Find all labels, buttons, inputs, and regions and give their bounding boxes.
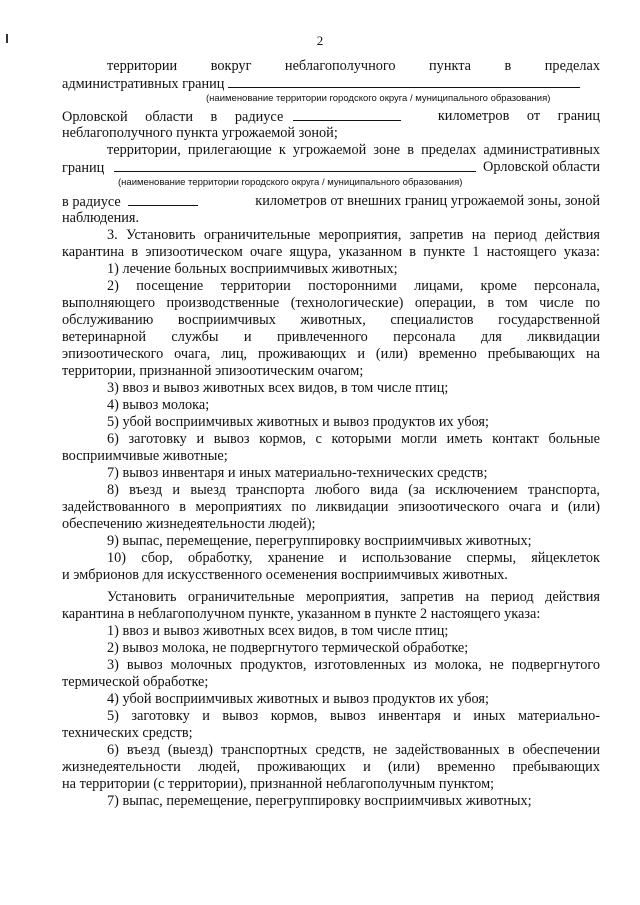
text-line: карантина в неблагополучном пункте, указанном в пункте 2 настоящего указа: — [62, 606, 541, 622]
page-number: 2 — [316, 33, 324, 48]
field-caption: (наименование территории городского округа / муниципального образования) — [206, 93, 551, 104]
fill-in-blank — [114, 159, 476, 172]
list-item: 4) убой восприимчивых животных и вывоз продуктов их убоя; — [107, 691, 489, 707]
text-line: технических средств; — [62, 725, 193, 741]
list-item: 9) выпас, перемещение, перегруппировку восприимчивых животных; — [107, 533, 532, 549]
text-line — [62, 75, 600, 93]
list-item: 7) выпас, перемещение, перегруппировку восприимчивых животных; — [107, 793, 532, 809]
text-line: выполняющего производственные (технологические) операции, в том числе по — [62, 295, 600, 311]
text-line: неблагополучного пункта угрожаемой зоной; — [62, 125, 338, 141]
text-line: карантина в эпизоотическом очаге ящура, указанном в пункте 1 настоящего указа: — [62, 244, 600, 260]
text-line: ветеринарной службы и привлеченного персонала для ликвидации — [62, 329, 600, 345]
list-item: 5) убой восприимчивых животных и вывоз продуктов их убоя; — [107, 414, 489, 430]
text-fragment: границ — [62, 160, 105, 176]
text-line: территории вокруг неблагополучного пункта в пределах — [107, 58, 600, 74]
text-line: территории, прилегающие к угрожаемой зоне в пределах административных — [107, 142, 600, 158]
fill-in-blank — [293, 108, 401, 121]
text-line: 3. Установить ограничительные мероприятия, запретив на период действия — [107, 227, 600, 243]
text-line: территории, признанной эпизоотическим очагом; — [62, 363, 364, 379]
fill-in-blank — [228, 75, 580, 88]
fill-in-blank — [128, 193, 198, 206]
list-item: 3) вывоз молочных продуктов, изготовленных из молока, не подвергнутого — [107, 657, 600, 673]
text-line: обеспечению жизнедеятельности людей); — [62, 516, 316, 532]
text-line: и эмбрионов для искусственного осеменения восприимчивых животных. — [62, 567, 508, 583]
list-item: 8) въезд и выезд транспорта любого вида (за исключением транспорта, — [107, 482, 600, 498]
text-line: на территории (с территории), признанной неблагополучным пунктом; — [62, 776, 495, 792]
list-item: 1) лечение больных восприимчивых животных; — [107, 261, 398, 277]
text-fragment: километров от границ — [437, 108, 600, 124]
text-line: восприимчивые животные; — [62, 448, 228, 464]
text-line — [62, 193, 600, 211]
text-line — [62, 159, 600, 177]
list-item: 7) вывоз инвентаря и иных материально-технических средств; — [107, 465, 488, 481]
text-fragment: Орловской области в радиусе — [62, 109, 284, 125]
list-item: 1) ввоз и вывоз животных всех видов, в том числе птиц; — [107, 623, 449, 639]
list-item: 2) вывоз молока, не подвергнутого термической обработке; — [107, 640, 469, 656]
text-line: термической обработке; — [62, 674, 209, 690]
text-line — [62, 108, 600, 126]
text-line: Установить ограничительные мероприятия, запретив на период действия — [107, 589, 600, 605]
list-item: 4) вывоз молока; — [107, 397, 210, 413]
text-line: жизнедеятельности людей, проживающих и (или) временно пребывающих — [62, 759, 600, 775]
text-fragment: административных границ — [62, 76, 225, 92]
field-caption: (наименование территории городского округа / муниципального образования) — [118, 177, 463, 188]
text-fragment: в радиусе — [62, 194, 121, 210]
list-item: 2) посещение территории посторонними лицами, кроме персонала, — [107, 278, 600, 294]
text-line: наблюдения. — [62, 210, 140, 226]
text-fragment: километров от внешних границ угрожаемой зоны, зоной — [255, 193, 600, 209]
list-item: 10) сбор, обработку, хранение и использование спермы, яйцеклеток — [107, 550, 600, 566]
text-fragment: Орловской области — [483, 159, 600, 175]
list-item: 6) въезд (выезд) транспортных средств, не задействованных в обеспечении — [107, 742, 600, 758]
list-item: 6) заготовку и вывоз кормов, с которыми могли иметь контакт больные — [107, 431, 600, 447]
list-item: 3) ввоз и вывоз животных всех видов, в том числе птиц; — [107, 380, 449, 396]
list-item: 5) заготовку и вывоз кормов, вывоз инвентаря и иных материально- — [107, 708, 600, 724]
text-line: задействованного в мероприятиях по ликвидации эпизоотического очага и (или) — [62, 499, 600, 515]
text-line: обслуживанию восприимчивых животных, специалистов государственной — [62, 312, 600, 328]
text-line: эпизоотического очага, лиц, проживающих и (или) временно пребывающих на — [62, 346, 600, 362]
